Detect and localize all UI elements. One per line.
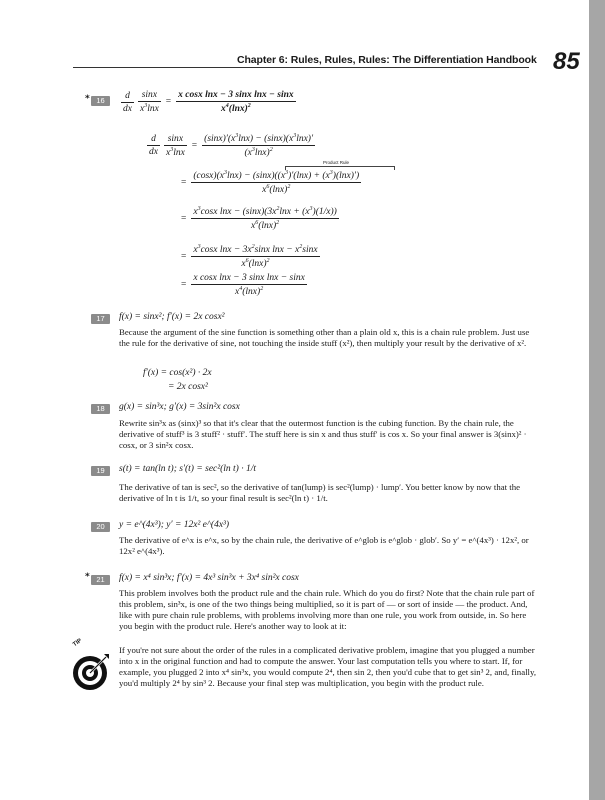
page-edge-bar xyxy=(589,0,605,800)
problem-17-explanation: Because the argument of the sine function is something other than a plain old x, this is a chain rule problem. Just use the rule for the derivative of sine, not touching the inside stuff (x²), then multiply your result by the derivative of x². xyxy=(119,327,530,348)
star-marker-16: * xyxy=(85,94,90,104)
problem-16-step-5: = $\frac{\text{x cosx lnx − 3 sinx lnx − sinx}}{x^4(\ln x)^2}$ xyxy=(181,273,305,298)
problem-19-explanation: The derivative of tan is sec², so the derivative of tan(lump) is sec²(lump) · lump′. You better know by now that the derivative of ln t is 1/t, so your final result is sec²(ln t) · 1/t. xyxy=(119,482,521,503)
problem-21-explanation: This problem involves both the product rule and the chain rule. Which do you do first? Note that the chain rule part of this problem, sin³x, is one of the two things being multiplied, so it is part of — or sort of inside — the product. And, like with pure chain rule problems, with problems involving more than one rule, you work from outside, in. So here you begin with the product rule. Here's another way to look at it: xyxy=(119,588,535,631)
product-rule-annotation: Product Rule xyxy=(323,160,350,165)
problem-17-work-1: f′(x) = cos(x²) · 2x xyxy=(143,368,212,378)
problem-number-17: 17 xyxy=(91,314,110,324)
problem-18-answer: g(x) = sin³x; g′(x) = 3sin²x cosx xyxy=(119,402,240,412)
problem-16-step-2: = $\frac{(\cos x)(x^3\ln x) - (\sin x)((x^3)'(\ln x) + (x^3)(\ln x)')}{x^6(\ln x)^2}$ xyxy=(181,170,360,196)
tip-label: TIP xyxy=(72,637,84,649)
problem-17-work-2: = 2x cosx² xyxy=(168,382,208,392)
problem-number-21: 21 xyxy=(91,575,110,585)
problem-number-18: 18 xyxy=(91,404,110,414)
problem-17-answer: f(x) = sinx²; f′(x) = 2x cosx² xyxy=(119,312,225,322)
page-number: 85 xyxy=(553,48,580,75)
problem-number-16: 16 xyxy=(91,96,110,106)
star-marker-21: * xyxy=(85,572,90,582)
page-header xyxy=(0,40,589,80)
tip-text: If you're not sure about the order of the rules in a complicated derivative problem, imagine that you plugged a number into x in the original function and had to compute the answer. Your last computation tells you where to start. If, for example, you plugged 2 into x⁴ sin³x, you would compute 2⁴, then sin 2, then you'd cube that to get sin³ 2, and, finally, you'd multiply 2⁴ by sin³ 2. Because your final step was multiplication, you begin with the product rule. xyxy=(119,645,537,688)
problem-16-step-1: $\frac{d}{dx}$ $\frac{\sin x}{x^3\ln x}$ = $\frac{(\sin x)'(x^3\ln x) - (\sin x)(x^3\ln x)'}{(x^3\ln x)^2}$ xyxy=(149,133,314,159)
chapter-title: Chapter 6: Rules, Rules, Rules: The Differentiation Handbook xyxy=(237,54,541,66)
problem-16-step-3: = $\frac{x^3\cos x \ln x - (\sin x)(3x^2\ln x + (x^3)(1/x))}{x^6(\ln x)^2}$ xyxy=(181,206,337,232)
problem-21-answer: f(x) = x⁴ sin³x; f′(x) = 4x³ sin³x + 3x⁴ sin²x cosx xyxy=(119,573,299,583)
problem-number-19: 19 xyxy=(91,466,110,476)
tip-target-icon xyxy=(68,648,112,692)
problem-16-answer: $\frac{d}{dx}$ $\frac{\sin x}{x^3\ln x}$ = $\frac{\text{x cosx lnx − 3 sinx lnx − sinx}}{x^4(\ln x)^2}$ xyxy=(123,90,294,115)
problem-20-explanation: The derivative of e^x is e^x, so by the chain rule, the derivative of e^glob is e^glob · glob′. So y′ = e^(4x³) · 12x², or 12x² e^(4x³). xyxy=(119,535,529,556)
header-rule xyxy=(73,67,529,68)
problem-20-answer: y = e^(4x³); y′ = 12x² e^(4x³) xyxy=(119,520,230,530)
problem-number-20: 20 xyxy=(91,522,110,532)
problem-16-step-4: = $\frac{x^3\cos x \ln x - 3x^2\sin x \ln x - x^2\sin x}{x^6(\ln x)^2}$ xyxy=(181,244,318,270)
problem-18-explanation: Rewrite sin³x as (sinx)³ so that it's clear that the outermost function is the cubing function. By the chain rule, the derivative of stuff³ is 3 stuff² · stuff′. The stuff here is sin x and thus stuff′ is cos x. So your final answer is 3(sinx)² · cosx, or 3 sin²x cosx. xyxy=(119,418,527,450)
problem-19-answer: s(t) = tan(ln t); s′(t) = sec²(ln t) · 1/t xyxy=(119,464,256,474)
